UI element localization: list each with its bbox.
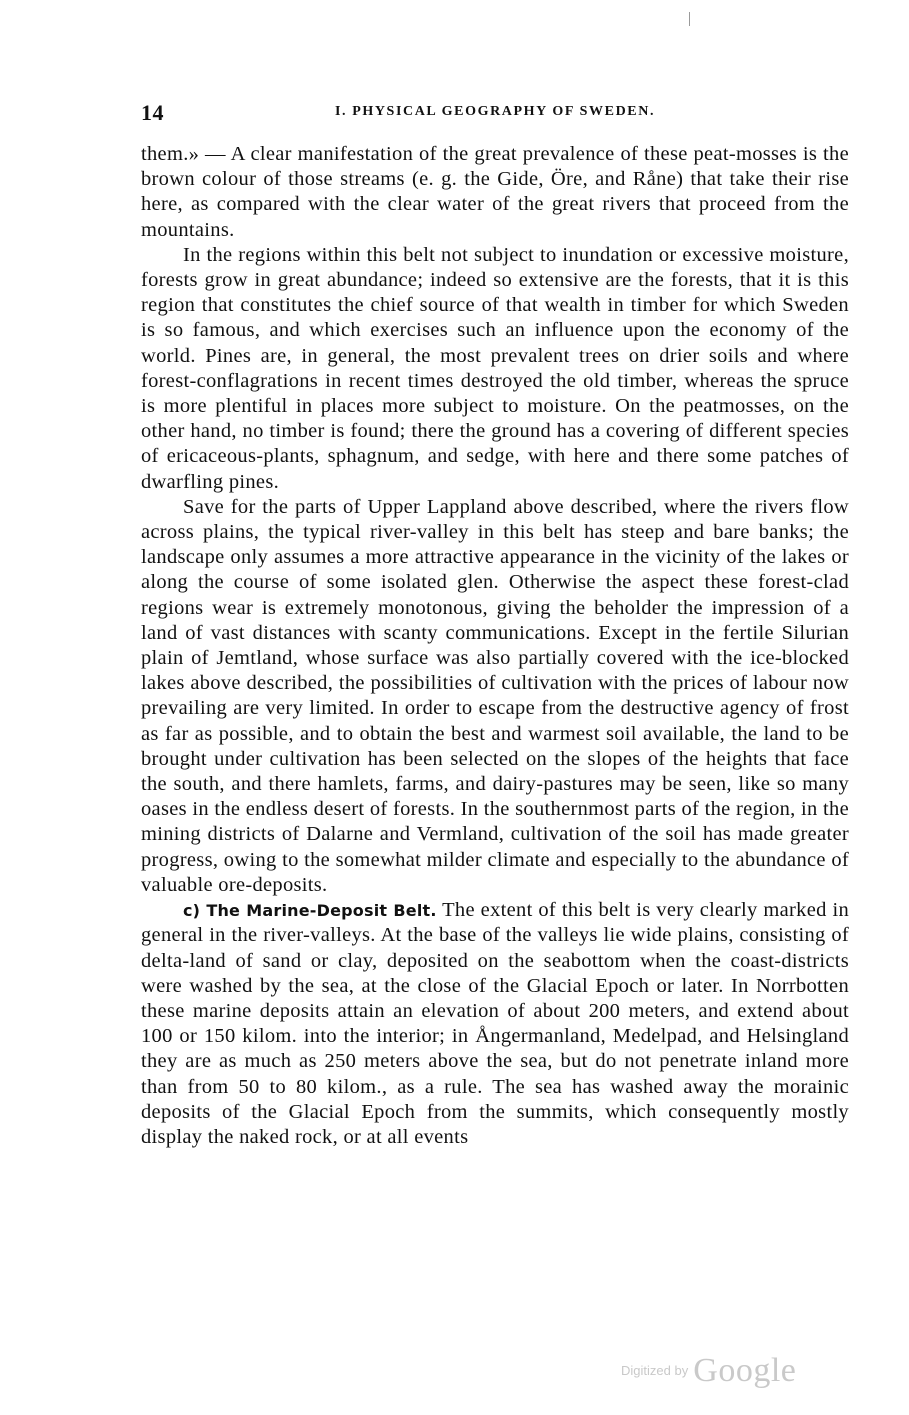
paragraph-text: In the regions within this belt not subject to inundation or excessive moisture, forests grow in great abundance; indeed so extensive are the forests, that it is this region that constitutes the chief source of that wealth in timber for which Sweden is so famous, and which exercises such an influence upon the economy of the world. Pines are, in general, the most prevalent trees on drier soils and where forest-conflagrations in recent times destroyed the old timber, whereas the spruce is more plentiful in places more subject to moisture. On the peatmosses, on the other hand, no timber is found; there the ground has a covering of different species of ericaceous-plants, sphagnum, and sedge, with here and there some patches of dwarfling pines. <box>141 243 849 493</box>
paragraph-text: them.» — A clear manifestation of the great prevalence of these peat-mosses is the brown colour of those streams (e. g. the Gide, Öre, and Råne) that take their rise here, as compared with the clear water of the great rivers that proceed from the mountains. <box>141 143 849 241</box>
page-header <box>141 100 849 128</box>
watermark-prefix: Digitized by <box>621 1363 689 1378</box>
book-page <box>141 100 849 1150</box>
watermark-brand: Google <box>693 1352 797 1389</box>
paragraph-forests <box>141 243 849 495</box>
paragraph-marine-deposit-belt <box>141 898 849 1150</box>
scan-edge-mark <box>689 12 690 26</box>
running-head: I. PHYSICAL GEOGRAPHY OF SWEDEN. <box>334 104 656 119</box>
paragraph-river-valleys <box>141 495 849 898</box>
paragraph-continuation <box>141 142 849 243</box>
body-text <box>141 142 849 1150</box>
digitized-watermark <box>621 1352 796 1390</box>
paragraph-text: Save for the parts of Upper Lappland above described, where the rivers flow across plains, the typical river-valley in this belt has steep and bare banks; the landscape only assumes a more attractive appearance in the vicinity of the lakes or along the course of some isolated glen. Otherwise the aspect these forest-clad regions wear is extremely monotonous, giving the beholder the impression of a land of vast distances with scanty communications. Except in the fertile Silurian plain of Jemtland, whose surface was also partially covered with the ice-blocked lakes above described, the possibilities of cultivation with the prices of labour now prevailing are very limited. In order to escape from the destructive agency of frost as far as possible, and to obtain the best and warmest soil available, the land to be brought under cultivation has been selected on the slopes of the heights that face the south, and there hamlets, farms, and dairy-pastures may be seen, like so many oases in the endless desert of forests. In the southernmost parts of the region, in the mining districts of Dalarne and Vermland, cultivation of the soil has made greater progress, owing to the somewhat milder climate and especially to the abundance of valuable ore-deposits. <box>141 495 849 896</box>
section-run-in-heading: c) The Marine-Deposit Belt. <box>183 901 437 921</box>
paragraph-text: The extent of this belt is very clearly marked in general in the river-valleys. At the base of the valleys lie wide plains, consisting of delta-land of sand or clay, deposited on the seabottom when the coast-districts were washed by the sea, at the close of the Glacial Epoch or later. In Norrbotten these marine deposits attain an elevation of about 200 meters, and extend about 100 or 150 kilom. into the interior; in Ångermanland, Medelpad, and Helsingland they are as much as 250 meters above the sea, but do not penetrate inland more than from 50 to 80 kilom., as a rule. The sea has washed away the morainic deposits of the Glacial Epoch from the summits, which consequently mostly display the naked rock, or at all events <box>141 899 849 1148</box>
page-number: 14 <box>141 100 164 125</box>
